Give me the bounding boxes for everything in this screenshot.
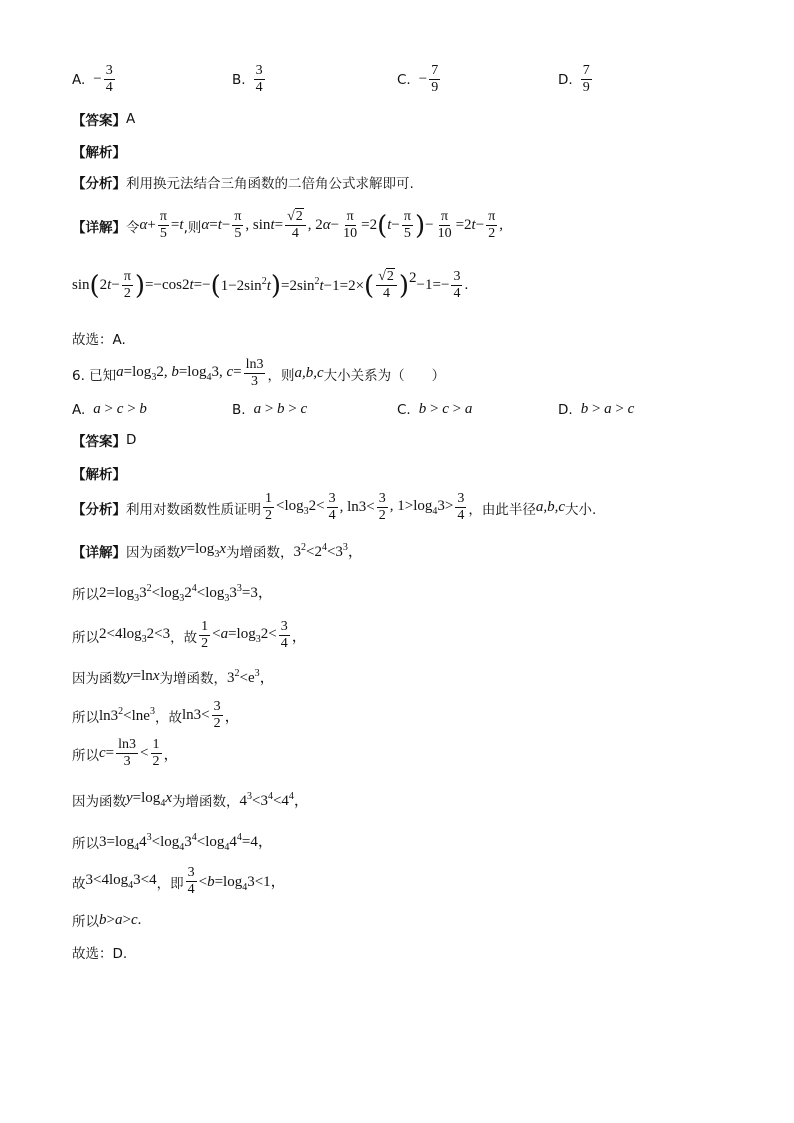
fraction: $\frac{\pi}{10}$ bbox=[343, 209, 358, 241]
q5-answer: 【答案】 A bbox=[72, 111, 136, 129]
fraction: $\frac{1}{2}$ bbox=[201, 619, 209, 651]
q5-option-c: C. − $\frac{7}{9}$ bbox=[397, 63, 439, 95]
q6-choose: 故选：D. bbox=[72, 946, 128, 962]
q6-analysis-heading: 【解析】 bbox=[72, 467, 126, 483]
q5-xiangjie-line1: 【详解】 令 α+ $\frac{\pi}{5}$ =t ,则 α=t− $\frac{\pi}{5}$ , sint= $\frac{√2}{4}$ , 2α− $\frac{\pi}{10}$ =2 ( t− $\frac{\pi}{5}$ ) − $\frac{\pi}{10}$ =2t− $\frac{\pi}{2}$ , bbox=[72, 209, 504, 241]
q6-line5: 所以 $\ln 3^2<\ln e^3$ ，故 ln3< $\frac{3}{2}$ ， bbox=[72, 699, 240, 731]
fraction: $\frac{3}{4}$ bbox=[255, 63, 263, 95]
q6-line9: 故 $3<4\log_43<4$ ，即 $\frac{3}{4}$ $<b=\log_43<1$， bbox=[72, 865, 286, 897]
fraction: $\frac{1}{2}$ bbox=[265, 491, 272, 523]
fraction: $\frac{7}{9}$ bbox=[431, 63, 439, 95]
q5-option-a: A. − $\frac{3}{4}$ bbox=[72, 63, 113, 95]
q6-option-d: D. b > a > c bbox=[558, 401, 635, 418]
q5-analysis-heading: 【解析】 bbox=[72, 145, 126, 161]
q6-line2: 所以 $2=\log_33^2<\log_32^4<\log_33^3=3$， bbox=[72, 583, 273, 604]
fraction: $\frac{\pi}{5}$ bbox=[234, 209, 242, 241]
q6-line6: 所以 c= $\frac{\ln 3}{3}$ < $\frac{1}{2}$ ， bbox=[72, 737, 179, 769]
fraction: $\frac{3}{4}$ bbox=[187, 865, 195, 897]
fraction: $\frac{3}{4}$ bbox=[453, 269, 461, 301]
q6-line10: 所以 b>a>c. bbox=[72, 911, 142, 930]
q6-option-a: A. a > c > b bbox=[72, 401, 147, 418]
fraction: $\frac{3}{4}$ bbox=[328, 491, 336, 523]
fraction: $\frac{1}{2}$ bbox=[152, 737, 160, 769]
q5-fenxi: 【分析】 利用换元法结合三角函数的二倍角公式求解即可. bbox=[72, 176, 414, 192]
q6-answer: 【答案】 D bbox=[72, 432, 137, 450]
fraction: $\frac{3}{4}$ bbox=[280, 619, 288, 651]
fraction: $\frac{\ln 3}{3}$ bbox=[245, 357, 264, 389]
fraction: $\frac{√2}{4}$ bbox=[376, 270, 397, 301]
fraction: $\frac{\ln 3}{3}$ bbox=[118, 737, 137, 769]
q6-option-b: B. a > b > c bbox=[232, 401, 308, 418]
q5-option-d: D. $\frac{7}{9}$ bbox=[558, 63, 590, 95]
fraction: $\frac{\pi}{2}$ bbox=[488, 209, 496, 241]
q5-choose: 故选：A. bbox=[72, 332, 126, 348]
q6-option-c: C. b > c > a bbox=[397, 401, 473, 418]
fraction: $\frac{\pi}{5}$ bbox=[159, 209, 167, 241]
fraction: $\frac{7}{9}$ bbox=[582, 63, 590, 95]
fraction: $\frac{3}{4}$ bbox=[457, 491, 465, 523]
fraction: $\frac{3}{4}$ bbox=[105, 63, 113, 95]
q6-line7: 因为函数 $y=\log_4x$ 为增函数， $4^3<3^4<4^4$， bbox=[72, 790, 309, 810]
q6-line8: 所以 $3=\log_44^3<\log_43^4<\log_44^4=4$， bbox=[72, 832, 273, 853]
q5-option-b: B. $\frac{3}{4}$ bbox=[232, 63, 263, 95]
q6-line4: 因为函数 y=lnx 为增函数， $3^2<e^3$， bbox=[72, 668, 275, 687]
fraction: $\frac{3}{2}$ bbox=[213, 699, 221, 731]
fraction: $\frac{3}{2}$ bbox=[378, 491, 386, 523]
q6-xiangjie-line1: 【详解】 因为函数 $y=\log_3x$ 为增函数， $3^2<2^4<3^3$， bbox=[72, 541, 363, 561]
fraction: $\frac{\pi}{10}$ bbox=[437, 209, 452, 241]
fraction: $\frac{\pi}{5}$ bbox=[403, 209, 411, 241]
q6-line3: 所以 $2<4\log_32<3$ ，故 $\frac{1}{2}$ $<a=\log_32<$ $\frac{3}{4}$ ， bbox=[72, 619, 307, 651]
fraction: $\frac{√2}{4}$ bbox=[285, 210, 306, 241]
fraction: $\frac{\pi}{2}$ bbox=[123, 269, 131, 301]
q6-stem: 6. 已知 $a=\log_32$, $b=\log_43$, c= $\frac{\ln 3}{3}$ ，则 a,b,c 大小关系为（ ） bbox=[72, 357, 446, 389]
q6-fenxi: 【分析】 利用对数函数性质证明 $\frac{1}{2}$ $<\log_32<$ $\frac{3}{4}$ , ln3< $\frac{3}{2}$ , $1>\log_43>$ $\frac{3}{4}$ ，由此半径 a,b,c 大小. bbox=[72, 491, 597, 523]
q5-xiangjie-line2: sin ( 2t− $\frac{\pi}{2}$ ) =−cos2t=− ( $1-2\sin^2t$ ) $=2\sin^2t-1=2\times$ ( $\frac{√2}{4}$ ) 2 −1=− $\frac{3}{4}$ . bbox=[72, 269, 469, 301]
